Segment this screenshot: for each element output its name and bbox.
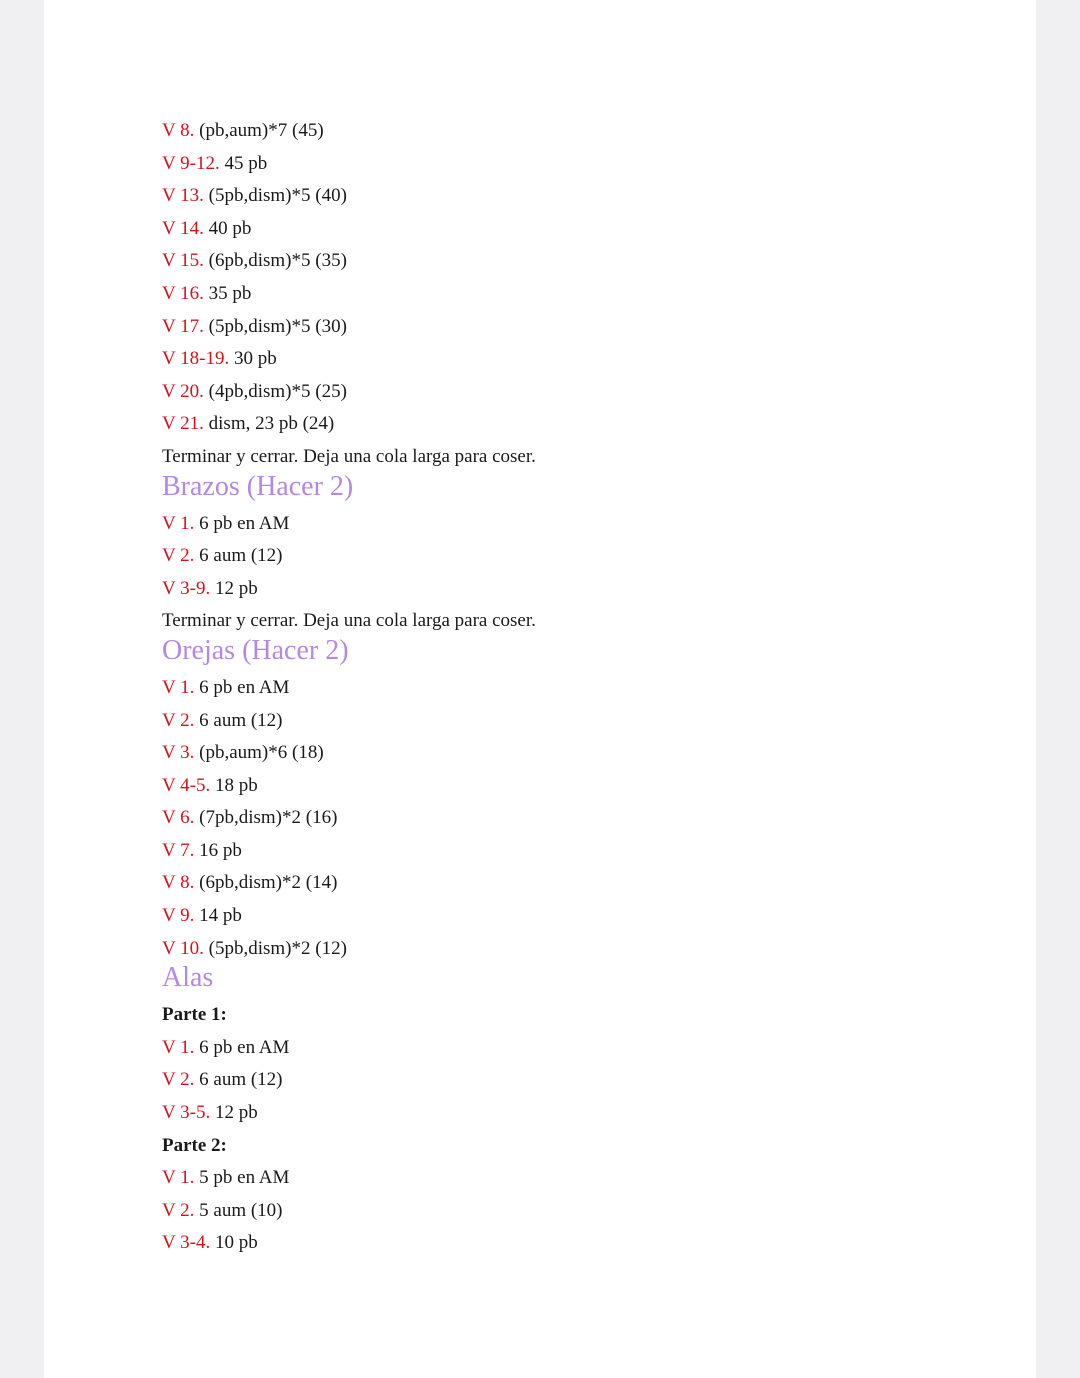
round-line — [162, 245, 982, 278]
round-line — [162, 900, 982, 933]
round-text: (7pb,dism)*2 (16) — [194, 807, 338, 829]
document-page — [44, 0, 1036, 1378]
round-line — [162, 115, 982, 148]
round-text: 6 aum (12) — [194, 1069, 283, 1091]
round-line — [162, 278, 982, 311]
round-text: (pb,aum)*6 (18) — [194, 742, 324, 764]
round-text: (pb,aum)*7 (45) — [194, 120, 324, 141]
round-line — [162, 672, 982, 705]
part-title: Parte 2: — [162, 1134, 227, 1156]
round-line — [162, 311, 982, 344]
round-label: V 14. — [162, 217, 204, 239]
round-text: 5 pb en AM — [194, 1167, 290, 1189]
round-text: 12 pb — [210, 577, 258, 599]
round-label: V 9. — [162, 905, 195, 927]
round-label: V 3-9. — [162, 577, 211, 599]
round-line — [162, 180, 982, 213]
round-label: V 1. — [162, 676, 195, 698]
round-label: V 4-5. — [162, 774, 211, 796]
round-text: (6pb,dism)*2 (14) — [194, 872, 338, 894]
round-line — [162, 737, 982, 770]
round-line — [162, 1064, 982, 1097]
round-text: 35 pb — [203, 282, 252, 304]
round-label: V 2. — [162, 1199, 195, 1221]
round-label: V 9-12. — [162, 152, 220, 174]
round-line — [162, 1227, 982, 1260]
round-text: 16 pb — [194, 839, 242, 861]
round-label: V 2. — [162, 545, 195, 567]
round-text: 6 pb en AM — [194, 676, 290, 698]
round-text: 6 pb en AM — [194, 512, 290, 534]
round-line — [162, 867, 982, 900]
round-line — [162, 408, 982, 441]
round-label: V 17. — [162, 315, 204, 337]
round-line — [162, 835, 982, 868]
round-line — [162, 148, 982, 181]
round-text: 14 pb — [194, 905, 242, 927]
round-label: V 15. — [162, 250, 204, 272]
round-label: V 8. — [162, 872, 195, 894]
round-text: 6 aum (12) — [194, 545, 283, 567]
round-label: V 21. — [162, 413, 204, 435]
round-text: 5 aum (10) — [194, 1199, 283, 1221]
part-title: Parte 1: — [162, 1004, 227, 1026]
round-text: 40 pb — [203, 217, 252, 239]
round-line — [162, 770, 982, 803]
pattern-content — [162, 115, 982, 1260]
round-text: 12 pb — [210, 1102, 258, 1124]
round-label: V 16. — [162, 282, 204, 304]
round-text: 45 pb — [219, 152, 268, 174]
round-line — [162, 1195, 982, 1228]
round-line — [162, 1162, 982, 1195]
round-label: V 2. — [162, 709, 195, 731]
round-label: V 7. — [162, 839, 195, 861]
round-line — [162, 1097, 982, 1130]
round-label: V 8. — [162, 120, 195, 141]
round-line — [162, 933, 982, 966]
round-line — [162, 213, 982, 246]
round-line — [162, 540, 982, 573]
closing-instruction: Terminar y cerrar. Deja una cola larga para coser. — [162, 610, 536, 632]
round-line — [162, 573, 982, 606]
round-label: V 2. — [162, 1069, 195, 1091]
round-text: (5pb,dism)*5 (40) — [203, 185, 347, 207]
round-text: dism, 23 pb (24) — [203, 413, 335, 435]
round-text: 30 pb — [229, 348, 277, 370]
round-label: V 10. — [162, 937, 204, 959]
round-line — [162, 1032, 982, 1065]
round-text: (6pb,dism)*5 (35) — [203, 250, 347, 272]
round-label: V 3-4. — [162, 1232, 211, 1254]
round-label: V 13. — [162, 185, 204, 207]
round-label: V 3-5. — [162, 1102, 211, 1124]
closing-instruction: Terminar y cerrar. Deja una cola larga para coser. — [162, 445, 536, 467]
round-text: (5pb,dism)*5 (30) — [203, 315, 347, 337]
round-label: V 3. — [162, 742, 195, 764]
round-text: (5pb,dism)*2 (12) — [203, 937, 347, 959]
round-label: V 1. — [162, 1167, 195, 1189]
round-line — [162, 343, 982, 376]
round-label: V 1. — [162, 1036, 195, 1058]
round-label: V 1. — [162, 512, 195, 534]
round-text: 10 pb — [210, 1232, 258, 1254]
round-label: V 6. — [162, 807, 195, 829]
section-heading-brazos: Brazos (Hacer 2) — [162, 470, 354, 502]
round-line — [162, 376, 982, 409]
round-line — [162, 508, 982, 541]
round-label: V 20. — [162, 380, 204, 402]
round-text: 6 pb en AM — [194, 1036, 290, 1058]
round-text: 6 aum (12) — [194, 709, 283, 731]
section-heading-alas: Alas — [162, 962, 214, 994]
round-text: (4pb,dism)*5 (25) — [203, 380, 347, 402]
round-text: 18 pb — [210, 774, 258, 796]
round-label: V 18-19. — [162, 348, 230, 370]
round-line — [162, 705, 982, 738]
round-line — [162, 802, 982, 835]
section-heading-orejas: Orejas (Hacer 2) — [162, 634, 349, 666]
